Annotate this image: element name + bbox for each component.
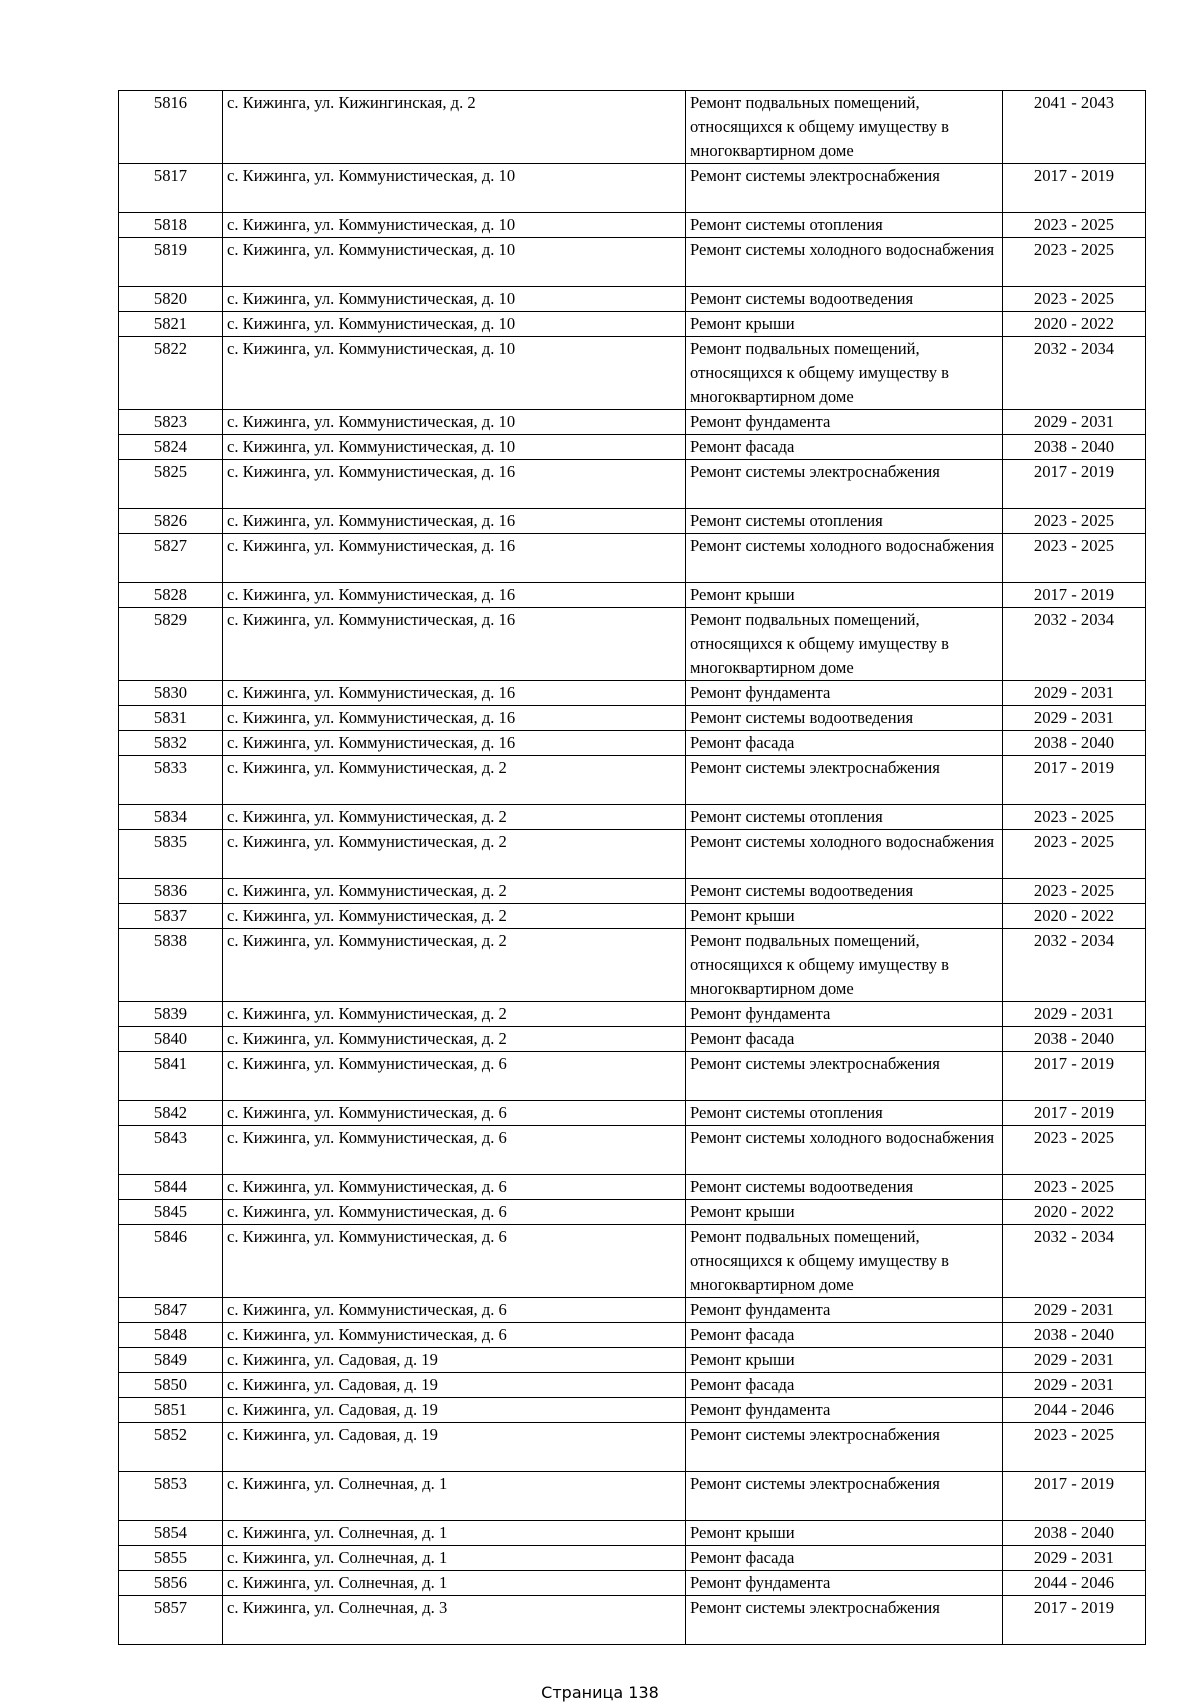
row-number: 5828	[119, 583, 223, 608]
row-number: 5853	[119, 1472, 223, 1521]
row-number: 5857	[119, 1596, 223, 1645]
row-work-type: Ремонт фасада	[686, 1323, 1003, 1348]
table-row	[119, 1101, 1146, 1126]
table-row	[119, 681, 1146, 706]
row-address: с. Кижинга, ул. Солнечная, д. 1	[223, 1521, 686, 1546]
row-work-type: Ремонт крыши	[686, 904, 1003, 929]
row-period: 2032 - 2034	[1003, 337, 1146, 410]
row-period: 2020 - 2022	[1003, 1200, 1146, 1225]
table-row	[119, 164, 1146, 213]
row-address: с. Кижинга, ул. Коммунистическая, д. 6	[223, 1298, 686, 1323]
table-row	[119, 91, 1146, 164]
row-period: 2017 - 2019	[1003, 1472, 1146, 1521]
row-address: с. Кижинга, ул. Солнечная, д. 1	[223, 1571, 686, 1596]
row-number: 5854	[119, 1521, 223, 1546]
row-number: 5830	[119, 681, 223, 706]
row-address: с. Кижинга, ул. Коммунистическая, д. 16	[223, 583, 686, 608]
row-period: 2023 - 2025	[1003, 213, 1146, 238]
row-work-type: Ремонт системы водоотведения	[686, 287, 1003, 312]
row-period: 2017 - 2019	[1003, 1596, 1146, 1645]
row-period: 2041 - 2043	[1003, 91, 1146, 164]
row-work-type: Ремонт системы электроснабжения	[686, 1596, 1003, 1645]
row-number: 5844	[119, 1175, 223, 1200]
row-work-type: Ремонт системы холодного водоснабжения	[686, 534, 1003, 583]
row-address: с. Кижинга, ул. Коммунистическая, д. 6	[223, 1052, 686, 1101]
row-number: 5839	[119, 1002, 223, 1027]
row-period: 2017 - 2019	[1003, 1101, 1146, 1126]
row-work-type: Ремонт системы отопления	[686, 1101, 1003, 1126]
row-address: с. Кижинга, ул. Коммунистическая, д. 16	[223, 509, 686, 534]
row-period: 2023 - 2025	[1003, 1175, 1146, 1200]
row-work-type: Ремонт фундамента	[686, 1002, 1003, 1027]
row-address: с. Кижинга, ул. Коммунистическая, д. 2	[223, 830, 686, 879]
row-period: 2029 - 2031	[1003, 681, 1146, 706]
row-period: 2038 - 2040	[1003, 1521, 1146, 1546]
table-row	[119, 509, 1146, 534]
repair-schedule-table	[118, 90, 1146, 1645]
row-number: 5847	[119, 1298, 223, 1323]
row-period: 2017 - 2019	[1003, 583, 1146, 608]
row-period: 2029 - 2031	[1003, 1373, 1146, 1398]
table-row	[119, 830, 1146, 879]
row-number: 5833	[119, 756, 223, 805]
row-number: 5856	[119, 1571, 223, 1596]
row-period: 2029 - 2031	[1003, 706, 1146, 731]
row-number: 5817	[119, 164, 223, 213]
row-work-type: Ремонт системы электроснабжения	[686, 460, 1003, 509]
table-row	[119, 1398, 1146, 1423]
row-number: 5841	[119, 1052, 223, 1101]
row-number: 5819	[119, 238, 223, 287]
row-work-type: Ремонт фасада	[686, 1027, 1003, 1052]
table-row	[119, 1298, 1146, 1323]
row-address: с. Кижинга, ул. Садовая, д. 19	[223, 1423, 686, 1472]
row-work-type: Ремонт системы водоотведения	[686, 879, 1003, 904]
page-number-footer: Страница 138	[541, 1683, 659, 1702]
row-work-type: Ремонт подвальных помещений, относящихся к общему имуществу в многоквартирном доме	[686, 91, 1003, 164]
row-work-type: Ремонт системы водоотведения	[686, 1175, 1003, 1200]
row-work-type: Ремонт фасада	[686, 731, 1003, 756]
table-row	[119, 534, 1146, 583]
table-row	[119, 337, 1146, 410]
row-period: 2017 - 2019	[1003, 1052, 1146, 1101]
row-address: с. Кижинга, ул. Коммунистическая, д. 16	[223, 460, 686, 509]
table-row	[119, 706, 1146, 731]
row-number: 5845	[119, 1200, 223, 1225]
table-row	[119, 1571, 1146, 1596]
row-address: с. Кижинга, ул. Солнечная, д. 1	[223, 1546, 686, 1571]
row-work-type: Ремонт подвальных помещений, относящихся к общему имуществу в многоквартирном доме	[686, 337, 1003, 410]
row-work-type: Ремонт системы электроснабжения	[686, 756, 1003, 805]
row-period: 2029 - 2031	[1003, 1002, 1146, 1027]
row-address: с. Кижинга, ул. Коммунистическая, д. 10	[223, 238, 686, 287]
row-address: с. Кижинга, ул. Коммунистическая, д. 10	[223, 410, 686, 435]
table-row	[119, 756, 1146, 805]
row-work-type: Ремонт системы электроснабжения	[686, 1472, 1003, 1521]
row-address: с. Кижинга, ул. Коммунистическая, д. 10	[223, 164, 686, 213]
row-number: 5818	[119, 213, 223, 238]
table-row	[119, 1052, 1146, 1101]
table-row	[119, 1126, 1146, 1175]
row-address: с. Кижинга, ул. Коммунистическая, д. 2	[223, 756, 686, 805]
row-address: с. Кижинга, ул. Солнечная, д. 3	[223, 1596, 686, 1645]
table-row	[119, 608, 1146, 681]
table-row	[119, 879, 1146, 904]
row-work-type: Ремонт подвальных помещений, относящихся к общему имуществу в многоквартирном доме	[686, 929, 1003, 1002]
row-number: 5827	[119, 534, 223, 583]
row-address: с. Кижинга, ул. Коммунистическая, д. 6	[223, 1126, 686, 1175]
row-number: 5851	[119, 1398, 223, 1423]
row-number: 5837	[119, 904, 223, 929]
row-work-type: Ремонт подвальных помещений, относящихся к общему имуществу в многоквартирном доме	[686, 608, 1003, 681]
table-row	[119, 1200, 1146, 1225]
row-address: с. Кижинга, ул. Коммунистическая, д. 10	[223, 337, 686, 410]
row-number: 5850	[119, 1373, 223, 1398]
row-number: 5823	[119, 410, 223, 435]
row-period: 2032 - 2034	[1003, 608, 1146, 681]
row-period: 2017 - 2019	[1003, 164, 1146, 213]
row-period: 2044 - 2046	[1003, 1571, 1146, 1596]
row-address: с. Кижинга, ул. Солнечная, д. 1	[223, 1472, 686, 1521]
row-period: 2023 - 2025	[1003, 805, 1146, 830]
row-number: 5826	[119, 509, 223, 534]
row-period: 2029 - 2031	[1003, 1546, 1146, 1571]
row-work-type: Ремонт системы отопления	[686, 509, 1003, 534]
row-address: с. Кижинга, ул. Коммунистическая, д. 6	[223, 1101, 686, 1126]
row-work-type: Ремонт крыши	[686, 1521, 1003, 1546]
table-row	[119, 1373, 1146, 1398]
row-work-type: Ремонт системы холодного водоснабжения	[686, 238, 1003, 287]
table-row	[119, 1225, 1146, 1298]
row-address: с. Кижинга, ул. Коммунистическая, д. 16	[223, 681, 686, 706]
row-period: 2038 - 2040	[1003, 1027, 1146, 1052]
row-period: 2038 - 2040	[1003, 731, 1146, 756]
table-row	[119, 583, 1146, 608]
row-work-type: Ремонт крыши	[686, 1348, 1003, 1373]
row-work-type: Ремонт системы отопления	[686, 805, 1003, 830]
table-row	[119, 1596, 1146, 1645]
table-row	[119, 805, 1146, 830]
row-period: 2029 - 2031	[1003, 1298, 1146, 1323]
row-number: 5855	[119, 1546, 223, 1571]
row-work-type: Ремонт фундамента	[686, 1571, 1003, 1596]
row-work-type: Ремонт фасада	[686, 435, 1003, 460]
row-address: с. Кижинга, ул. Кижингинская, д. 2	[223, 91, 686, 164]
table-row	[119, 1521, 1146, 1546]
row-work-type: Ремонт фасада	[686, 1546, 1003, 1571]
row-period: 2038 - 2040	[1003, 435, 1146, 460]
row-work-type: Ремонт системы холодного водоснабжения	[686, 1126, 1003, 1175]
row-work-type: Ремонт системы отопления	[686, 213, 1003, 238]
row-work-type: Ремонт системы водоотведения	[686, 706, 1003, 731]
row-number: 5848	[119, 1323, 223, 1348]
table-row	[119, 238, 1146, 287]
table-row	[119, 1175, 1146, 1200]
row-address: с. Кижинга, ул. Коммунистическая, д. 16	[223, 731, 686, 756]
row-address: с. Кижинга, ул. Коммунистическая, д. 6	[223, 1175, 686, 1200]
row-number: 5821	[119, 312, 223, 337]
row-number: 5840	[119, 1027, 223, 1052]
row-work-type: Ремонт фундамента	[686, 410, 1003, 435]
table-row	[119, 435, 1146, 460]
row-address: с. Кижинга, ул. Коммунистическая, д. 6	[223, 1225, 686, 1298]
row-work-type: Ремонт крыши	[686, 1200, 1003, 1225]
row-period: 2038 - 2040	[1003, 1323, 1146, 1348]
row-period: 2020 - 2022	[1003, 904, 1146, 929]
row-number: 5822	[119, 337, 223, 410]
row-address: с. Кижинга, ул. Садовая, д. 19	[223, 1348, 686, 1373]
row-work-type: Ремонт фасада	[686, 1373, 1003, 1398]
row-number: 5824	[119, 435, 223, 460]
row-number: 5820	[119, 287, 223, 312]
row-number: 5835	[119, 830, 223, 879]
row-number: 5829	[119, 608, 223, 681]
row-period: 2032 - 2034	[1003, 929, 1146, 1002]
table-row	[119, 213, 1146, 238]
row-period: 2023 - 2025	[1003, 509, 1146, 534]
row-work-type: Ремонт крыши	[686, 583, 1003, 608]
row-work-type: Ремонт фундамента	[686, 1298, 1003, 1323]
row-period: 2044 - 2046	[1003, 1398, 1146, 1423]
row-number: 5843	[119, 1126, 223, 1175]
row-work-type: Ремонт системы электроснабжения	[686, 1423, 1003, 1472]
row-work-type: Ремонт подвальных помещений, относящихся к общему имуществу в многоквартирном доме	[686, 1225, 1003, 1298]
row-address: с. Кижинга, ул. Коммунистическая, д. 6	[223, 1323, 686, 1348]
row-number: 5816	[119, 91, 223, 164]
row-address: с. Кижинга, ул. Коммунистическая, д. 2	[223, 805, 686, 830]
row-period: 2032 - 2034	[1003, 1225, 1146, 1298]
row-period: 2023 - 2025	[1003, 287, 1146, 312]
table-row	[119, 1027, 1146, 1052]
table-row	[119, 1002, 1146, 1027]
row-number: 5832	[119, 731, 223, 756]
row-address: с. Кижинга, ул. Садовая, д. 19	[223, 1373, 686, 1398]
row-period: 2023 - 2025	[1003, 830, 1146, 879]
row-address: с. Кижинга, ул. Коммунистическая, д. 6	[223, 1200, 686, 1225]
table-row	[119, 1323, 1146, 1348]
row-number: 5825	[119, 460, 223, 509]
table-row	[119, 410, 1146, 435]
row-address: с. Кижинга, ул. Коммунистическая, д. 2	[223, 1002, 686, 1027]
table-row	[119, 460, 1146, 509]
table-row	[119, 904, 1146, 929]
table-row	[119, 287, 1146, 312]
row-number: 5852	[119, 1423, 223, 1472]
row-address: с. Кижинга, ул. Коммунистическая, д. 2	[223, 879, 686, 904]
table-row	[119, 1472, 1146, 1521]
row-period: 2023 - 2025	[1003, 534, 1146, 583]
row-address: с. Кижинга, ул. Коммунистическая, д. 10	[223, 435, 686, 460]
row-work-type: Ремонт фундамента	[686, 681, 1003, 706]
row-address: с. Кижинга, ул. Коммунистическая, д. 2	[223, 929, 686, 1002]
row-period: 2023 - 2025	[1003, 238, 1146, 287]
row-number: 5831	[119, 706, 223, 731]
row-work-type: Ремонт системы электроснабжения	[686, 1052, 1003, 1101]
row-period: 2017 - 2019	[1003, 460, 1146, 509]
row-address: с. Кижинга, ул. Садовая, д. 19	[223, 1398, 686, 1423]
row-period: 2029 - 2031	[1003, 1348, 1146, 1373]
row-work-type: Ремонт системы холодного водоснабжения	[686, 830, 1003, 879]
table-row	[119, 312, 1146, 337]
row-number: 5836	[119, 879, 223, 904]
row-number: 5834	[119, 805, 223, 830]
row-address: с. Кижинга, ул. Коммунистическая, д. 10	[223, 287, 686, 312]
row-period: 2023 - 2025	[1003, 879, 1146, 904]
table-row	[119, 929, 1146, 1002]
row-address: с. Кижинга, ул. Коммунистическая, д. 16	[223, 706, 686, 731]
row-number: 5846	[119, 1225, 223, 1298]
row-work-type: Ремонт системы электроснабжения	[686, 164, 1003, 213]
table-row	[119, 731, 1146, 756]
row-period: 2029 - 2031	[1003, 410, 1146, 435]
row-address: с. Кижинга, ул. Коммунистическая, д. 10	[223, 213, 686, 238]
row-period: 2017 - 2019	[1003, 756, 1146, 805]
row-number: 5849	[119, 1348, 223, 1373]
row-period: 2023 - 2025	[1003, 1126, 1146, 1175]
row-period: 2020 - 2022	[1003, 312, 1146, 337]
row-number: 5842	[119, 1101, 223, 1126]
row-address: с. Кижинга, ул. Коммунистическая, д. 2	[223, 1027, 686, 1052]
row-address: с. Кижинга, ул. Коммунистическая, д. 16	[223, 534, 686, 583]
table-row	[119, 1348, 1146, 1373]
row-work-type: Ремонт крыши	[686, 312, 1003, 337]
row-work-type: Ремонт фундамента	[686, 1398, 1003, 1423]
table-row	[119, 1546, 1146, 1571]
table-row	[119, 1423, 1146, 1472]
row-period: 2023 - 2025	[1003, 1423, 1146, 1472]
row-address: с. Кижинга, ул. Коммунистическая, д. 16	[223, 608, 686, 681]
row-address: с. Кижинга, ул. Коммунистическая, д. 2	[223, 904, 686, 929]
row-number: 5838	[119, 929, 223, 1002]
row-address: с. Кижинга, ул. Коммунистическая, д. 10	[223, 312, 686, 337]
